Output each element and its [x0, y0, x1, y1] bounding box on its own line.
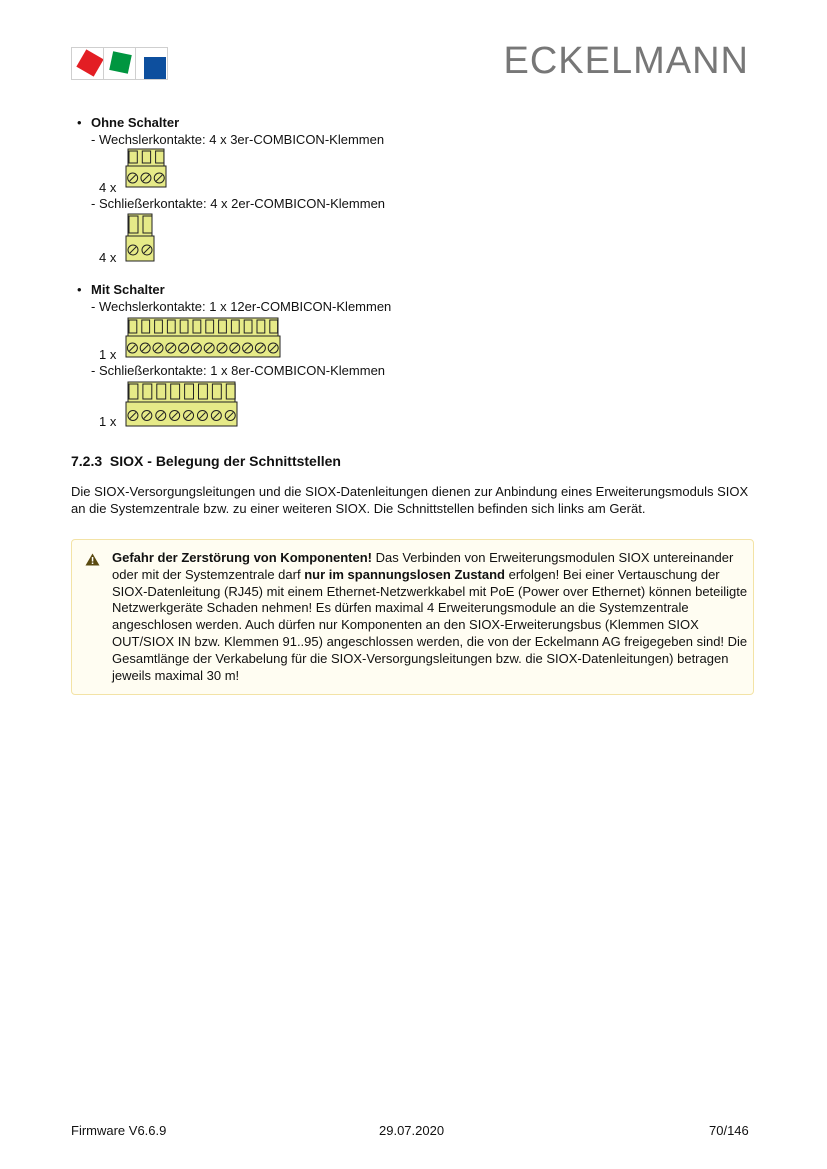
item-label: - Schließerkontakte: 4 x 2er-COMBICON-Klemmen [91, 196, 386, 211]
connector-3-pole-image [125, 148, 167, 188]
company-logo [71, 47, 168, 80]
heading-title: SIOX - Belegung der Schnittstellen [109, 453, 341, 469]
item-qty: 1 x [99, 414, 117, 429]
warning-text: Gefahr der Zerstörung von Komponenten! Das Verbinden von Erweiterungsmodulen SIOX untereinander oder mit der Systemzentrale darf nur im spannungslosen Zustand erfolgen! Bei einer Vertauschung der SIOX-Datenleitung (RJ45) mit einem Ethernet-Netzwerkkabel mit PoE (Power over Ethernet) können beteiligte Netzwerkgeräte Schaden nehmen! Es dürfen maximal 4 Erweiterungsmodule an die Systemzentrale angeschlosen werden. Auch dürfen nur Komponenten an den SIOX-Erweiterungsbus (Klemmen SIOX OUT/SIOX IN bzw. Klemmen 91..95) angeschlossen werden, die von der Eckelmann AG freigegeben sind! Die Gesamtlänge der Verkabelung für die SIOX-Versorgungsleitungen bzw. die SIOX-Datenleitungen) betragen jeweils maximal 30 m! [112, 550, 748, 683]
connector-2-pole-image [125, 213, 155, 262]
connector-8-pole-image [125, 381, 238, 427]
footer-date: 29.07.2020 [379, 1123, 445, 1138]
warning-triangle-icon [85, 553, 100, 566]
connector-plug-body [128, 214, 152, 239]
item-label: - Wechslerkontakte: 4 x 3er-COMBICON-Klemmen [91, 132, 385, 147]
section-title-mit-schalter: Mit Schalter [91, 282, 165, 297]
bullet: • [77, 282, 82, 297]
item-qty: 4 x [99, 250, 117, 265]
connector-12-pole-image [125, 317, 281, 358]
section-heading [71, 453, 341, 469]
warning-box [71, 539, 754, 695]
footer-page-number: 70/146 [709, 1123, 749, 1138]
brand-wordmark: ECKELMANN [503, 40, 749, 82]
item-label: - Wechslerkontakte: 1 x 12er-COMBICON-Klemmen [91, 299, 392, 314]
section-title-ohne-schalter: Ohne Schalter [91, 115, 180, 130]
item-qty: 1 x [99, 347, 117, 362]
footer-firmware: Firmware V6.6.9 [71, 1123, 167, 1138]
bullet: • [77, 115, 82, 130]
heading-number: 7.2.3 [71, 453, 103, 469]
item-qty: 4 x [99, 180, 117, 195]
body-paragraph: Die SIOX-Versorgungsleitungen und die SIOX-Datenleitungen dienen zur Anbindung eines Erweiterungsmoduls SIOX an die Systemzentrale bzw. zu einer weiteren SIOX. Die Schnittstellen befinden sich links am Gerät. [71, 484, 749, 516]
item-label: - Schließerkontakte: 1 x 8er-COMBICON-Klemmen [91, 363, 386, 378]
